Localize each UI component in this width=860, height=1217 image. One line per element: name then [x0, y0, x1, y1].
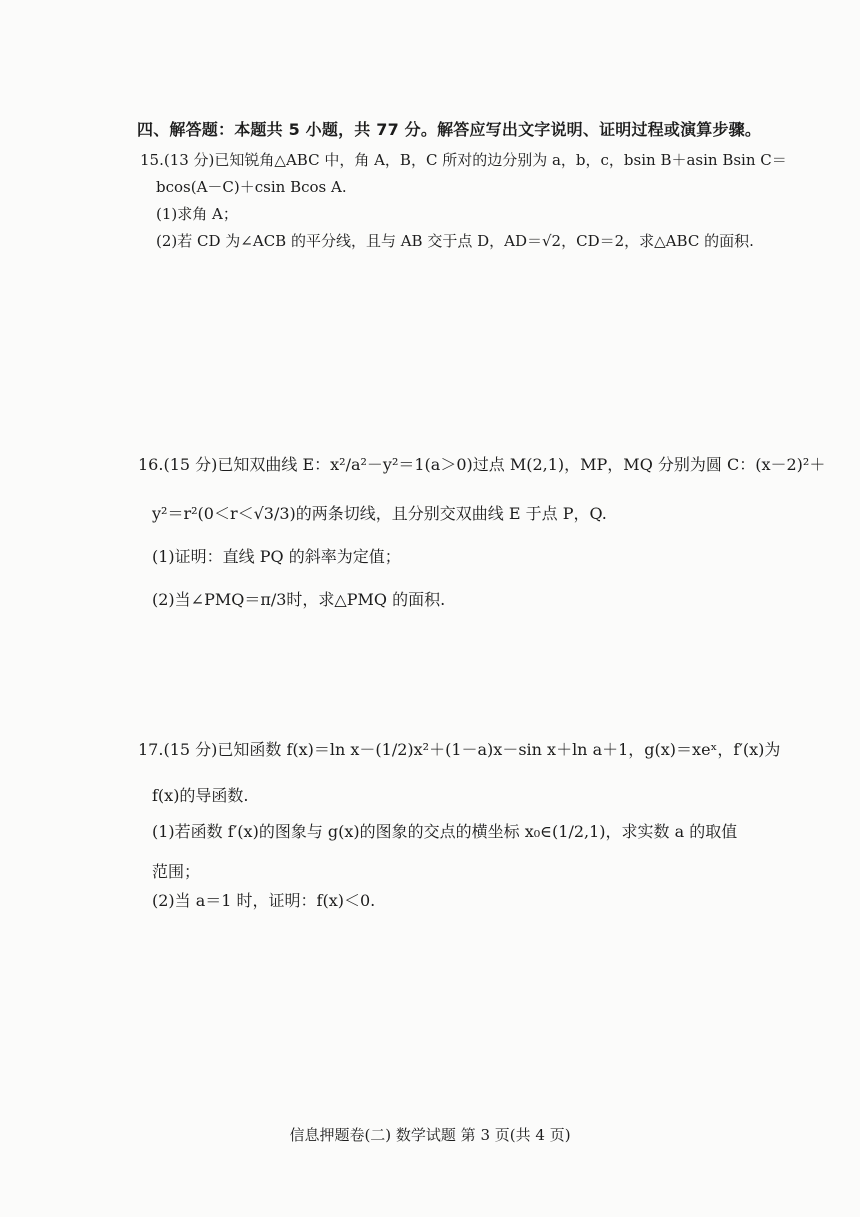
problem-17-line-2: f(x)的导函数.	[152, 786, 249, 805]
problem-15-part-2: (2)若 CD 为∠ACB 的平分线，且与 AB 交于点 D，AD＝√2，CD＝2，求△ABC 的面积.	[156, 232, 754, 250]
problem-17-line-4: 范围；	[152, 862, 201, 881]
problem-16-part-2: (2)当∠PMQ＝π/3时，求△PMQ 的面积.	[152, 590, 446, 609]
section-heading: 四、解答题：本题共 5 小题，共 77 分。解答应写出文字说明、证明过程或演算步骤。	[137, 120, 762, 139]
problem-16-line-2: y²＝r²(0＜r＜√3/3)的两条切线，且分别交双曲线 E 于点 P，Q.	[152, 504, 607, 523]
problem-16-part-1: (1)证明：直线 PQ 的斜率为定值；	[152, 547, 401, 566]
problem-17-line-1: 17.(15 分)已知函数 f(x)＝ln x－(1/2)x²＋(1－a)x－sin x＋ln a＋1，g(x)＝xeˣ，f′(x)为	[138, 740, 781, 759]
problem-16-line-1: 16.(15 分)已知双曲线 E：x²/a²－y²＝1(a＞0)过点 M(2,1)，MP，MQ 分别为圆 C：(x－2)²＋	[138, 455, 826, 474]
problem-15-part-1: (1)求角 A；	[156, 205, 238, 223]
problem-15-line-1: 15.(13 分)已知锐角△ABC 中，角 A，B，C 所对的边分别为 a，b，c，bsin B＋asin Bsin C＝	[140, 151, 787, 169]
page-footer: 信息押题卷(二) 数学试题 第 3 页(共 4 页)	[289, 1126, 571, 1144]
problem-17-part-2: (2)当 a＝1 时，证明：f(x)＜0.	[152, 891, 376, 910]
problem-15-line-2: bcos(A－C)＋csin Bcos A.	[156, 178, 347, 196]
problem-17-part-1: (1)若函数 f′(x)的图象与 g(x)的图象的交点的横坐标 x₀∈(1/2,1)，求实数 a 的取值	[152, 822, 738, 841]
